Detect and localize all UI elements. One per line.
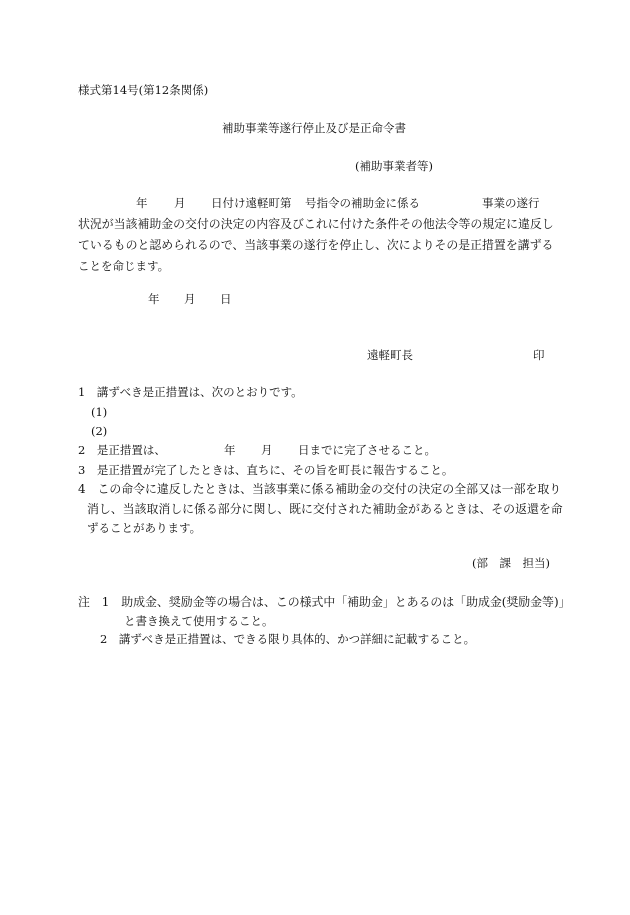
body-line-4: ことを命じます。	[78, 259, 170, 273]
item-3: 3 是正措置が完了したときは、直ちに、その旨を町長に報告すること。	[78, 463, 454, 477]
item-4-line-3: ずることがあります。	[87, 521, 202, 535]
note-1-line-1: 注 1 助成金、奨励金等の場合は、この様式中「補助金」とあるのは「助成金(奨励金等)」	[78, 595, 571, 609]
item-1-sub-2: (2)	[91, 424, 108, 438]
reference-number-text: 号指令の補助金に係る	[305, 196, 420, 210]
body-line-3: ているものと認められるので、当該事業の遂行を停止し、次によりその是正措置を講ずる	[78, 238, 554, 252]
issue-month: 月	[184, 292, 196, 306]
body-line-2: 状況が当該補助金の交付の決定の内容及びこれに付けた条件その他法令等の規定に違反し	[78, 217, 554, 231]
item-4-line-1: 4 この命令に違反したときは、当該事業に係る補助金の交付の決定の全部又は一部を取り	[78, 482, 562, 496]
item-1: 1 講ずべき是正措置は、次のとおりです。	[78, 385, 303, 399]
issuer-name: 遠軽町長	[367, 348, 413, 362]
reference-year: 年	[136, 196, 148, 210]
issue-year: 年	[148, 292, 160, 306]
item-2-month: 月	[261, 443, 273, 457]
reference-month: 月	[174, 196, 186, 210]
project-text: 事業の遂行	[482, 196, 540, 210]
addressee-label: (補助事業者等)	[355, 159, 433, 173]
form-number: 様式第14号(第12条関係)	[78, 83, 209, 97]
reference-date-text: 日付け遠軽町第	[211, 196, 292, 210]
department-label: (部 課 担当)	[472, 556, 550, 570]
item-2-lead: 2 是正措置は、	[78, 443, 166, 457]
item-4-line-2: 消し、当該取消しに係る部分に関し、既に交付された補助金があるときは、その返還を命	[87, 502, 563, 516]
item-2-tail: 日までに完了させること。	[298, 443, 436, 457]
issue-day: 日	[220, 292, 232, 306]
document-title: 補助事業等遂行停止及び是正命令書	[222, 121, 406, 135]
seal-mark: 印	[533, 348, 545, 362]
item-2-year: 年	[224, 443, 236, 457]
note-2: 2 講ずべき是正措置は、できる限り具体的、かつ詳細に記載すること。	[100, 632, 476, 646]
note-1-line-2: と書き換えて使用すること。	[124, 614, 274, 628]
item-1-sub-1: (1)	[91, 405, 108, 419]
